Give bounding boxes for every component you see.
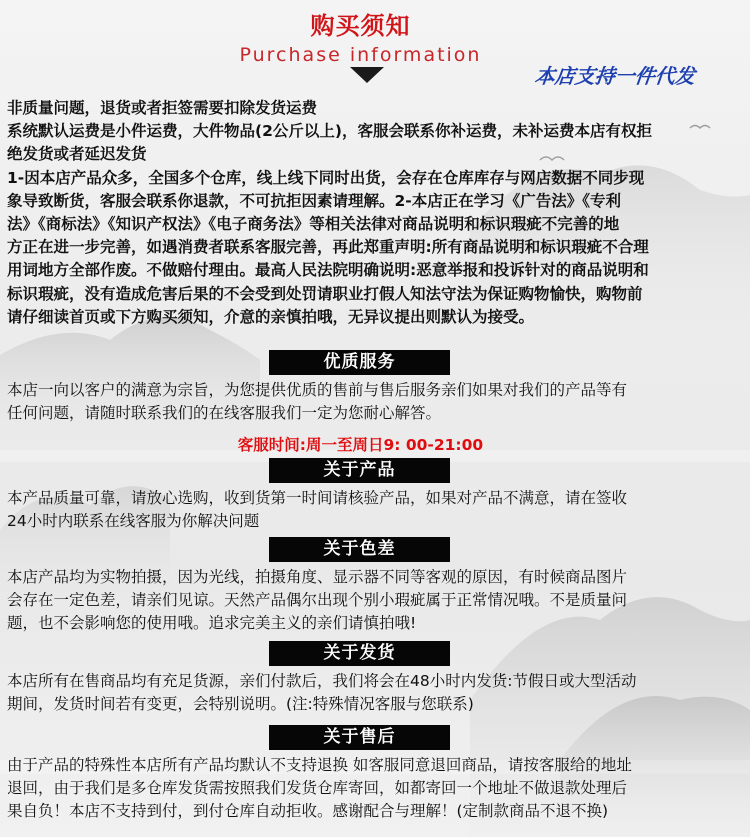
notice-line: 非质量问题，退货或者拒签需要扣除发货运费 bbox=[7, 99, 318, 117]
notice-line: 标识瑕疵，没有造成危害后果的不会受到处罚请职业打假人知法守法为保证购物愉快，购物前 bbox=[7, 284, 643, 303]
service-line: 任何问题，请随时联系我们的在线客服我们一定为您耐心解答。 bbox=[7, 404, 442, 422]
product-line: 本产品质量可靠，请放心选购，收到货第一时间请核验产品，如果对产品不满意，请在签收 bbox=[7, 489, 628, 507]
section-title-color: 关于色差 bbox=[269, 537, 450, 562]
shipping-line: 本店所有在售商品均有充足货源，亲们付款后，我们将会在48小时内发货:节假日或大型活动 bbox=[7, 672, 637, 690]
page-title: 购买须知 bbox=[310, 12, 411, 40]
color-line: 本店产品均为实物拍摄，因为光线，拍摄角度、显示器不同等客观的原因，有时候商品图片 bbox=[7, 568, 628, 586]
notice-line: 1-因本店产品众多，全国多个仓库，线上线下同时出货，会存在仓库库存与网店数据不同步现 bbox=[7, 168, 645, 187]
section-title-shipping: 关于发货 bbox=[269, 641, 450, 666]
service-text bbox=[7, 379, 748, 425]
dropship-slogan: 本店支持一件代发 bbox=[533, 64, 697, 88]
notice-block bbox=[7, 97, 745, 329]
color-text bbox=[7, 566, 748, 635]
notice-line: 请仔细读首页或下方购买须知，介意的亲慎拍哦，无异议提出则默认为接受。 bbox=[7, 307, 535, 326]
notice-line: 绝发货或者延迟发货 bbox=[7, 145, 147, 164]
color-line: 题，也不会影响您的使用哦。追求完美主义的亲们请慎拍哦! bbox=[7, 614, 417, 632]
shipping-text bbox=[7, 670, 748, 716]
color-line: 会存在一定色差，请亲们见谅。天然产品偶尔出现个别小瑕疵属于正常情况哦。不是质量问 bbox=[7, 591, 628, 609]
down-arrow-icon bbox=[350, 67, 384, 83]
notice-line: 系统默认运费是小件运费，大件物品(2公斤以上)，客服会联系你补运费，未补运费本店有权拒 bbox=[7, 122, 652, 141]
service-line: 本店一向以客户的满意为宗旨，为您提供优质的售前与售后服务亲们如果对我们的产品等有 bbox=[7, 381, 628, 399]
notice-line: 方正在进一步完善，如遇消费者联系客服完善，再此郑重声明:所有商品说明和标识瑕疵不合理 bbox=[7, 238, 649, 257]
section-title-aftersale: 关于售后 bbox=[269, 725, 450, 750]
aftersale-line: 由于产品的特殊性本店所有产品均默认不支持退换 如客服同意退回商品，请按客服给的地址 bbox=[7, 756, 632, 774]
service-hours: 客服时间:周一至周日9: 00-21:00 bbox=[237, 436, 484, 454]
aftersale-line: 退回，由于我们是多仓库发货需按照我们发货仓库寄回，如都寄回一个地址不做退款处理后 bbox=[7, 779, 628, 797]
notice-line: 用词地方全部作废。不做赔付理由。最高人民法院明确说明:恶意举报和投诉针对的商品说明和 bbox=[7, 261, 649, 280]
section-title-product: 关于产品 bbox=[269, 458, 450, 483]
aftersale-text bbox=[7, 754, 748, 823]
section-title-service: 优质服务 bbox=[269, 350, 450, 375]
shipping-line: 期间，发货时间若有变更，会特别说明。(注:特殊情况客服与您联系) bbox=[7, 695, 474, 713]
notice-line: 法》《商标法》《知识产权法》《电子商务法》等相关法律对商品说明和标识瑕疵不完善的地 bbox=[7, 215, 620, 234]
notice-line: 象导致断货，客服会联系你退款，不可抗拒因素请理解。2-本店正在学习《广告法》《专利 bbox=[7, 191, 621, 210]
product-line: 24小时内联系在线客服为你解决问题 bbox=[7, 512, 260, 530]
aftersale-line: 果自负！本店不支持到付，到付仓库自动拒收。感谢配合与理解！(定制款商品不退不换) bbox=[7, 802, 609, 820]
page-subtitle: Purchase information bbox=[239, 44, 482, 66]
product-text bbox=[7, 487, 748, 533]
